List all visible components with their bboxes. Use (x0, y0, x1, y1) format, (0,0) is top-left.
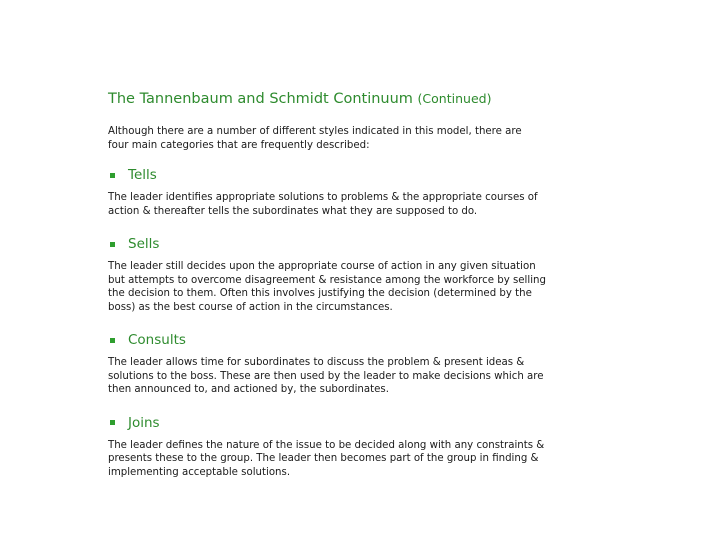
section-heading-label: Joins (128, 414, 160, 431)
title-subtitle: (Continued) (417, 91, 492, 106)
section-heading-label: Tells (128, 167, 157, 183)
section-heading-sells (108, 236, 708, 252)
section-text: The leader defines the nature of the issue to be decided along with any constraints & presents these to the group. The leader then becomes part of the group in finding & implementing acceptable solutions. (108, 439, 545, 478)
intro-text: Although there are a number of different styles indicated in this model, there are four main categories that are frequently described: (108, 126, 522, 151)
slide-content (108, 90, 708, 497)
section-heading-label: Consults (128, 332, 186, 348)
section-text: The leader still decides upon the appropriate course of action in any given situation but attempts to overcome disagreement & resistance among the workforce by selling the decision to them. Often this involves justifying the decision (determined by the boss) as the best course of action in the circumstances. (108, 261, 546, 313)
title-main: The Tannenbaum and Schmidt Continuum (108, 91, 413, 107)
section-heading-consults (108, 332, 708, 348)
section-heading-tells (108, 167, 708, 183)
square-bullet-icon (110, 420, 115, 425)
section-text: The leader identifies appropriate solutions to problems & the appropriate courses of action & thereafter tells the subordinates what they are supposed to do. (108, 192, 538, 217)
section-heading-label: Sells (128, 236, 160, 252)
section-consults (108, 332, 708, 397)
square-bullet-icon (110, 338, 115, 343)
section-tells (108, 167, 708, 218)
square-bullet-icon (110, 173, 115, 178)
section-sells (108, 236, 708, 314)
square-bullet-icon (110, 242, 115, 247)
section-text: The leader allows time for subordinates to discuss the problem & present ideas & solutions to the boss. These are then used by the leader to make decisions which are then announced to, and actioned by, the subordinates. (108, 357, 544, 395)
section-heading-joins (108, 415, 708, 431)
slide-title (108, 90, 708, 108)
section-joins (108, 415, 708, 480)
